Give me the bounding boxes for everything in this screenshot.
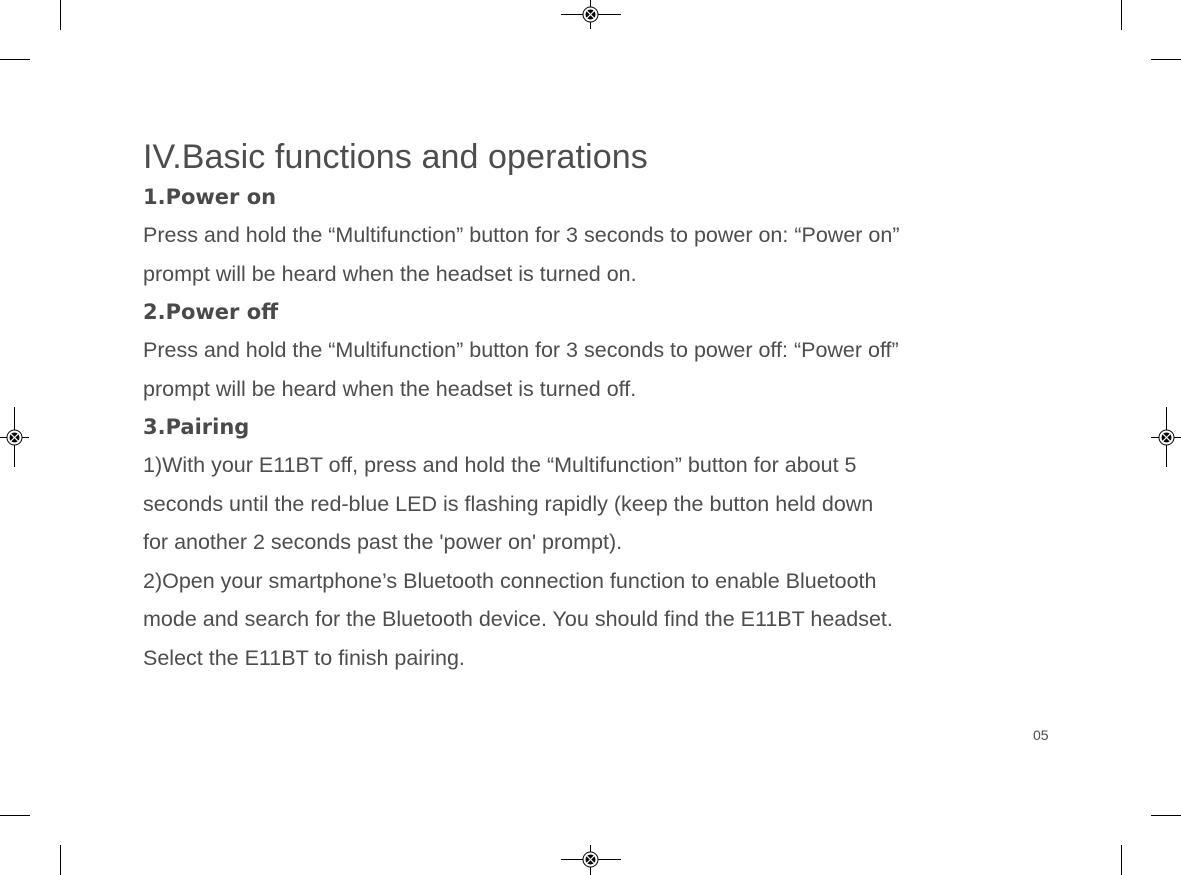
section-power-on — [143, 178, 1043, 293]
section-pairing — [143, 408, 1043, 677]
page-title: IV.Basic functions and operations — [143, 138, 648, 176]
text-line: prompt will be heard when the headset is turned off. — [143, 376, 637, 401]
text-line: Select the E11BT to finish pairing. — [143, 645, 465, 670]
section-heading: 3.Pairing — [143, 415, 250, 439]
text-line: 2)Open your smartphone’s Bluetooth connection function to enable Bluetooth — [143, 568, 877, 593]
paragraph-step-2 — [143, 562, 1043, 678]
registration-target-icon-bottom — [561, 845, 621, 875]
section-heading: 1.Power on — [143, 185, 277, 209]
text-line: prompt will be heard when the headset is turned on. — [143, 261, 637, 286]
section-power-off — [143, 293, 1043, 408]
page-number: 05 — [1033, 727, 1049, 743]
text-line: mode and search for the Bluetooth device. You should find the E11BT headset. — [143, 607, 893, 631]
text-line: 1)With your E11BT off, press and hold the “Multifunction” button for about 5 — [143, 453, 857, 477]
paragraph — [143, 216, 1043, 293]
text-line: Press and hold the “Multifunction” button for 3 seconds to power on: “Power on” — [143, 223, 900, 247]
paragraph — [143, 331, 1043, 408]
paragraph-step-1 — [143, 446, 1043, 562]
text-line: seconds until the red-blue LED is flashing rapidly (keep the button held down — [143, 491, 874, 516]
registration-target-icon-right — [1151, 407, 1181, 467]
section-heading: 2.Power off — [143, 300, 279, 324]
text-line: for another 2 seconds past the 'power on' prompt). — [143, 530, 623, 554]
registration-target-icon-top — [561, 0, 621, 29]
registration-target-icon-left — [0, 407, 29, 467]
manual-page-content — [143, 136, 1043, 677]
text-line: Press and hold the “Multifunction” button for 3 seconds to power off: “Power off” — [143, 338, 899, 362]
